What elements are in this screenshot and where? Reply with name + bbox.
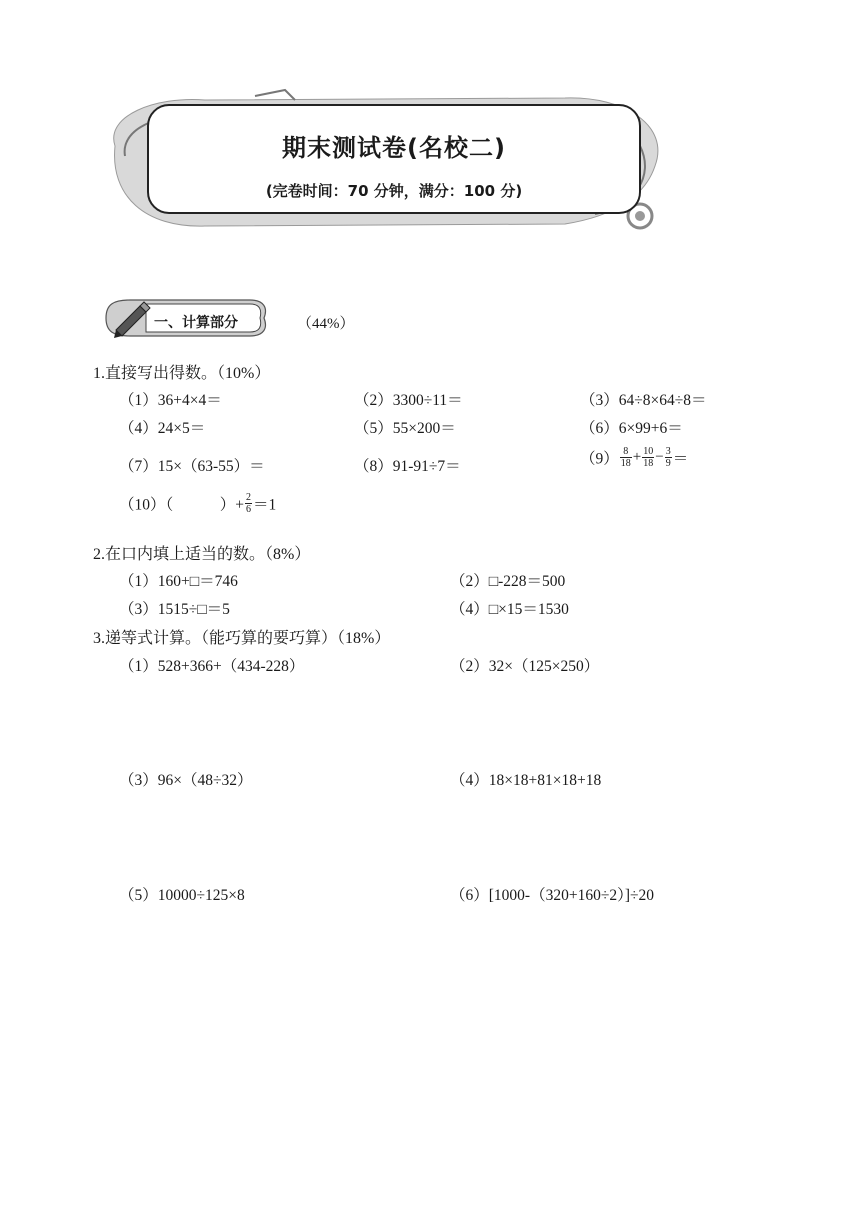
fraction <box>620 446 632 469</box>
q3-item-5: （5）10000÷125×8 <box>119 887 245 904</box>
q1-item-5: （5）55×200＝ <box>354 420 456 437</box>
q1-item-3: （3）64÷8×64÷8＝ <box>580 392 707 409</box>
fraction-denominator: 9 <box>665 458 671 469</box>
fraction-denominator: 18 <box>620 458 631 469</box>
q1-item-10-prefix: （10）（ ）+ <box>119 496 244 514</box>
fraction <box>642 446 654 469</box>
q1-item-2: （2）3300÷11＝ <box>354 392 463 409</box>
fraction <box>665 446 672 469</box>
question-1-heading: 1.直接写出得数。（10%） <box>93 365 271 382</box>
title-banner <box>147 104 641 214</box>
q3-item-6: （6）[1000-（320+160÷2）]÷20 <box>450 887 654 904</box>
q1-item-4: （4）24×5＝ <box>119 420 206 437</box>
minus-sign: − <box>655 449 664 465</box>
q3-item-3: （3）96×（48÷32） <box>119 772 253 789</box>
q2-item-3: （3）1515÷□＝5 <box>119 601 230 618</box>
fraction-denominator: 18 <box>643 458 654 469</box>
q1-item-9-prefix: （9） <box>580 450 619 468</box>
question-3-heading: 3.递等式计算。（能巧算的要巧算）（18%） <box>93 630 391 647</box>
q3-item-1: （1）528+366+（434-228） <box>119 658 305 675</box>
fraction-numerator: 3 <box>665 446 671 457</box>
q1-item-10 <box>119 492 276 515</box>
fraction <box>245 492 252 515</box>
plus-sign: + <box>632 449 642 465</box>
q1-item-10-suffix: ＝1 <box>253 496 277 514</box>
fraction-numerator: 10 <box>643 446 654 457</box>
q3-item-2: （2）32×（125×250） <box>450 658 600 675</box>
question-2-heading: 2.在口内填上适当的数。（8%） <box>93 546 311 563</box>
page-title: 期末测试卷(名校二) <box>282 134 506 162</box>
q2-item-1: （1）160+□＝746 <box>119 573 238 590</box>
q1-item-9 <box>580 446 688 469</box>
q3-item-4: （4）18×18+81×18+18 <box>450 772 602 789</box>
q1-item-1: （1）36+4×4＝ <box>119 392 222 409</box>
section-title: 一、计算部分 <box>154 315 238 331</box>
q1-item-6: （6）6×99+6＝ <box>580 420 683 437</box>
exam-time-info: (完卷时间：70 分钟，满分：100 分) <box>265 182 523 200</box>
q2-item-2: （2）□-228＝500 <box>450 573 566 590</box>
section-score: （44%） <box>297 316 355 332</box>
fraction-numerator: 8 <box>620 446 632 458</box>
equals-sign: ＝ <box>672 450 689 468</box>
q1-item-7: （7）15×（63-55）＝ <box>119 458 265 475</box>
fraction-denominator: 6 <box>246 504 251 515</box>
fraction-numerator: 2 <box>246 492 251 503</box>
q2-item-4: （4）□×15＝1530 <box>450 601 569 618</box>
q1-item-8: （8）91-91÷7＝ <box>354 458 461 475</box>
